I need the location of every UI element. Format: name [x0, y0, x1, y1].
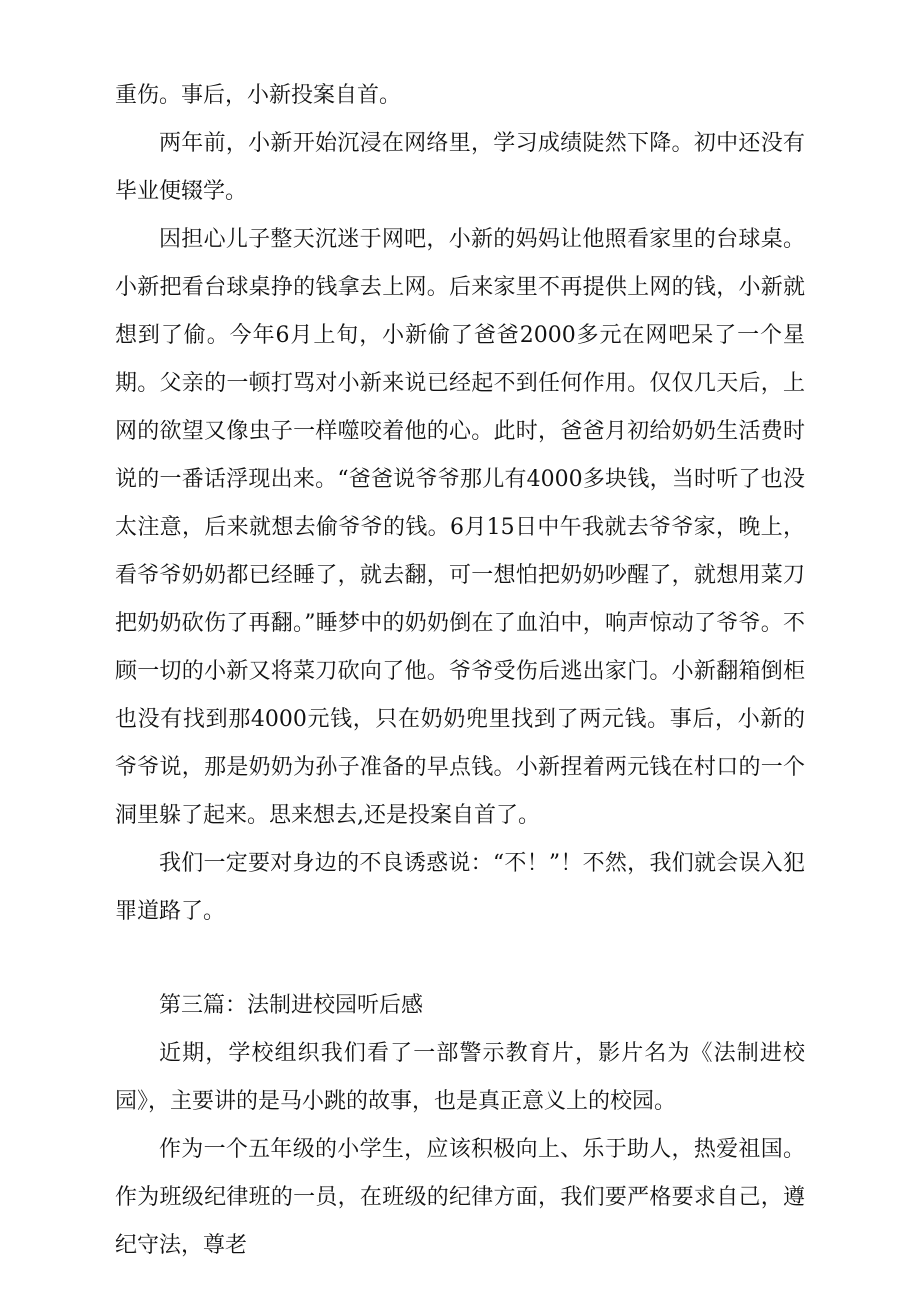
section-title: 第三篇：法制进校园听后感 [159, 993, 424, 1018]
section-spacer [115, 936, 805, 982]
paragraph-6: 作为一个五年级的小学生，应该积极向上、乐于助人，热爱祖国。作为班级纪律班的一员，在班级的纪律方面，我们要严格要求自己，遵纪守法，尊老 [115, 1137, 805, 1258]
paragraph-5: 近期，学校组织我们看了一部警示教育片，影片名为《法制进校园》，主要讲的是马小跳的故事，也是真正意义上的校园。 [115, 1041, 805, 1114]
paragraph-3: 因担心儿子整天沉迷于网吧，小新的妈妈让他照看家里的台球桌。小新把看台球桌挣的钱拿去上网。后来家里不再提供上网的钱，小新就想到了偷。今年6月上旬，小新偷了爸爸2000多元在网吧呆了一个星期。父亲的一顿打骂对小新来说已经起不到任何作用。仅仅几天后，上网的欲望又像虫子一样噬咬着他的心。此时，爸爸月初给奶奶生活费时说的一番话浮现出来。“爸爸说爷爷那儿有4000多块钱，当时听了也没太注意，后来就想去偷爷爷的钱。6月15日中午我就去爷爷家，晚上，看爷爷奶奶都已经睡了，就去翻，可一想怕把奶奶吵醒了，就想用菜刀把奶奶砍伤了再翻。”睡梦中的奶奶倒在了血泊中，响声惊动了爷爷。不顾一切的小新又将菜刀砍向了他。爷爷受伤后逃出家门。小新翻箱倒柜也没有找到那4000元钱，只在奶奶兜里找到了两元钱。事后，小新的爷爷说，那是奶奶为孙子准备的早点钱。小新捏着两元钱在村口的一个洞里躲了起来。思来想去,还是投案自首了。 [115, 227, 805, 828]
paragraph-4: 我们一定要对身边的不良诱惑说：“不！”！不然，我们就会误入犯罪道路了。 [115, 851, 805, 924]
paragraph-2: 两年前，小新开始沉浸在网络里，学习成绩陡然下降。初中还没有毕业便辍学。 [115, 131, 805, 204]
document-page [115, 72, 805, 1270]
paragraph-1: 重伤。事后，小新投案自首。 [115, 83, 402, 108]
